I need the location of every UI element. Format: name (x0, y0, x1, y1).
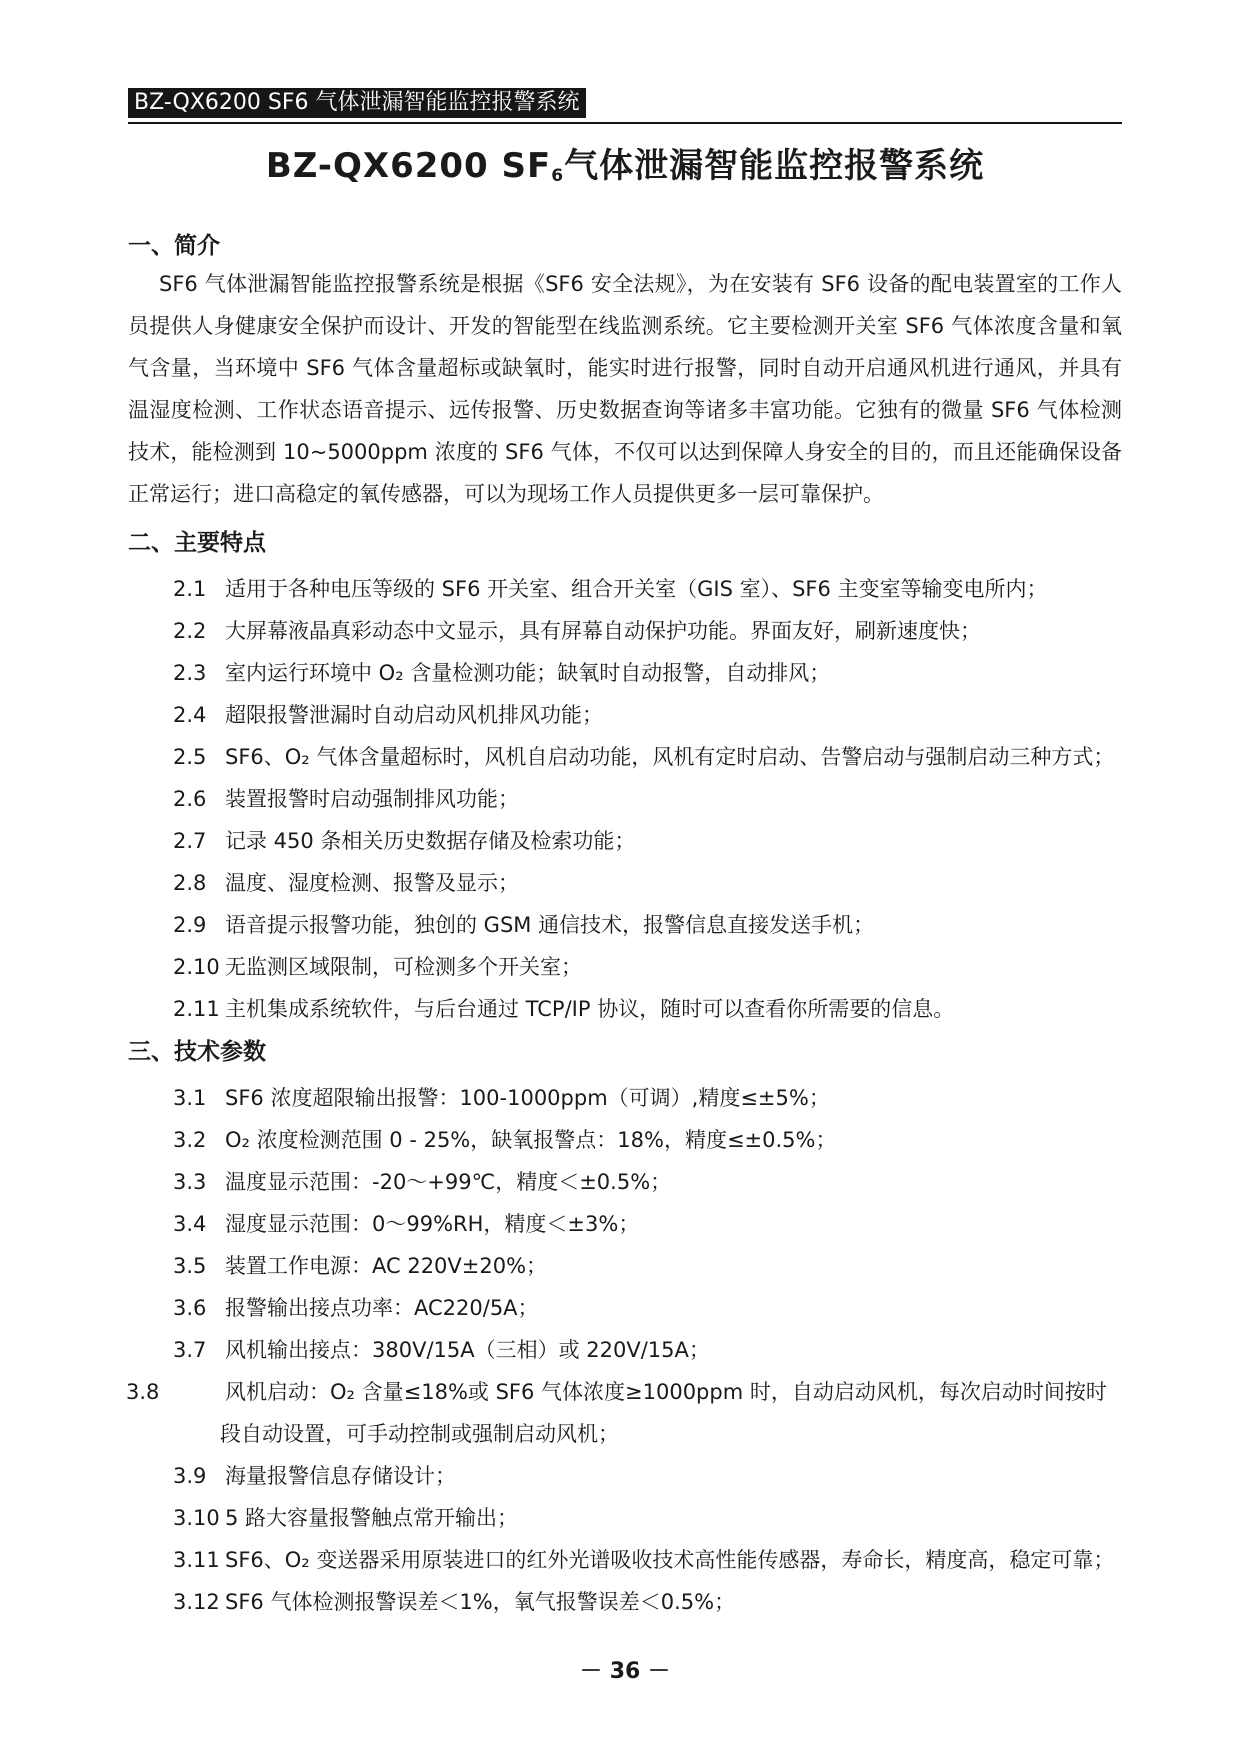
list-item (128, 1329, 1122, 1371)
running-header: BZ-QX6200 SF6 气体泄漏智能监控报警系统 (128, 88, 586, 118)
list-item (128, 820, 1122, 862)
item-number: 3.4 (173, 1212, 207, 1236)
features-list (128, 568, 1122, 1030)
item-number: 3.10 (173, 1506, 220, 1530)
item-text: 超限报警泄漏时自动启动风机排风功能； (225, 703, 603, 727)
item-number: 2.7 (173, 829, 207, 853)
list-item (128, 862, 1122, 904)
item-text: 语音提示报警功能，独创的 GSM 通信技术，报警信息直接发送手机； (225, 913, 875, 937)
list-item (128, 652, 1122, 694)
specs-list (128, 1077, 1122, 1623)
list-item (128, 1287, 1122, 1329)
title-subscript: 6 (551, 166, 565, 186)
item-number: 2.1 (173, 577, 207, 601)
list-item (128, 568, 1122, 610)
title-part-1: BZ-QX6200 SF (265, 146, 552, 186)
item-text: 主机集成系统软件，与后台通过 TCP/IP 协议，随时可以查看你所需要的信息。 (225, 997, 955, 1021)
item-number: 2.3 (173, 661, 207, 685)
item-text: 记录 450 条相关历史数据存储及检索功能； (225, 829, 636, 853)
list-item (128, 1161, 1122, 1203)
section-heading-features: 二、主要特点 (128, 530, 266, 556)
list-item (128, 1455, 1122, 1497)
list-item (128, 1203, 1122, 1245)
header-divider (128, 122, 1122, 124)
item-text: 装置报警时启动强制排风功能； (225, 787, 519, 811)
item-text: SF6、O₂ 变送器采用原装进口的红外光谱吸收技术高性能传感器，寿命长，精度高，稳定可靠； (225, 1548, 1115, 1572)
item-number: 2.8 (173, 871, 207, 895)
item-number: 3.11 (173, 1548, 220, 1572)
item-number: 3.9 (173, 1464, 207, 1488)
item-text: 适用于各种电压等级的 SF6 开关室、组合开关室（GIS 室）、SF6 主变室等输变电所内； (225, 577, 1048, 601)
title-part-2: 气体泄漏智能监控报警系统 (564, 146, 985, 186)
intro-paragraph: SF6 气体泄漏智能监控报警系统是根据《SF6 安全法规》，为在安装有 SF6 设备的配电装置室的工作人员提供人身健康安全保护而设计、开发的智能型在线监测系统。它主要检测开关室 SF6 气体浓度含量和氧气含量，当环境中 SF6 气体含量超标或缺氧时，能实时进行报警，同时自动开启通风机进行通风，并具有温湿度检测、工作状态语音提示、远传报警、历史数据查询等诸多丰富功能。它独有的微量 SF6 气体检测技术，能检测到 10~5000ppm 浓度的 SF6 气体，不仅可以达到保障人身安全的目的，而且还能确保设备正常运行；进口高稳定的氧传感器，可以为现场工作人员提供更多一层可靠保护。 (128, 272, 1122, 506)
item-text: 海量报警信息存储设计； (225, 1464, 456, 1488)
item-text: 装置工作电源：AC 220V±20%； (225, 1254, 548, 1278)
item-number: 3.2 (173, 1128, 207, 1152)
section-heading-specs: 三、技术参数 (128, 1039, 266, 1065)
item-number: 3.1 (173, 1086, 207, 1110)
item-text: 室内运行环境中 O₂ 含量检测功能；缺氧时自动报警，自动排风； (225, 661, 831, 685)
item-number: 3.7 (173, 1338, 207, 1362)
list-item (128, 778, 1122, 820)
list-item (128, 1497, 1122, 1539)
list-item (128, 904, 1122, 946)
item-number: 2.6 (173, 787, 207, 811)
item-number: 2.4 (173, 703, 207, 727)
item-text: SF6 气体检测报警误差＜1%，氧气报警误差＜0.5%； (225, 1590, 736, 1614)
section-heading-intro: 一、简介 (128, 233, 220, 259)
list-item (128, 1119, 1122, 1161)
item-text: 5 路大容量报警触点常开输出； (225, 1506, 519, 1530)
item-text: 风机启动：O₂ 含量≤18%或 SF6 气体浓度≥1000ppm 时，自动启动风机，每次启动时间按时段自动设置，可手动控制或强制启动风机； (220, 1380, 1107, 1446)
item-number: 3.3 (173, 1170, 207, 1194)
item-number: 2.2 (173, 619, 207, 643)
item-number: 2.10 (173, 955, 220, 979)
item-number: 3.5 (173, 1254, 207, 1278)
item-text: 湿度显示范围：0～99%RH，精度＜±3%； (225, 1212, 640, 1236)
list-item (128, 1077, 1122, 1119)
item-text: O₂ 浓度检测范围 0 - 25%，缺氧报警点：18%，精度≤±0.5%； (225, 1128, 837, 1152)
item-number: 2.5 (173, 745, 207, 769)
item-text: 大屏幕液晶真彩动态中文显示，具有屏幕自动保护功能。界面友好，刷新速度快； (225, 619, 981, 643)
item-text: 温度、湿度检测、报警及显示； (225, 871, 519, 895)
item-number: 3.8 (126, 1380, 160, 1404)
item-number: 3.12 (173, 1590, 220, 1614)
list-item (128, 694, 1122, 736)
list-item (128, 988, 1122, 1030)
item-text: SF6 浓度超限输出报警：100-1000ppm（可调）,精度≤±5%； (225, 1086, 830, 1110)
item-text: 风机输出接点：380V/15A（三相）或 220V/15A； (225, 1338, 710, 1362)
page-number: － 36 － (580, 1659, 670, 1684)
list-item (128, 1581, 1122, 1623)
list-item (128, 1371, 1122, 1455)
document-body (128, 224, 1122, 1623)
item-text: 报警输出接点功率：AC220/5A； (225, 1296, 539, 1320)
item-text: SF6、O₂ 气体含量超标时，风机自启动功能，风机有定时启动、告警启动与强制启动三种方式； (225, 745, 1115, 769)
list-item (128, 946, 1122, 988)
item-number: 2.11 (173, 997, 220, 1021)
list-item (128, 1245, 1122, 1287)
list-item (128, 610, 1122, 652)
item-number: 2.9 (173, 913, 207, 937)
page-title (128, 138, 1122, 187)
item-number: 3.6 (173, 1296, 207, 1320)
list-item (128, 1539, 1122, 1581)
list-item (128, 736, 1122, 778)
item-text: 温度显示范围：-20～+99℃，精度＜±0.5%； (225, 1170, 672, 1194)
item-text: 无监测区域限制，可检测多个开关室； (225, 955, 582, 979)
